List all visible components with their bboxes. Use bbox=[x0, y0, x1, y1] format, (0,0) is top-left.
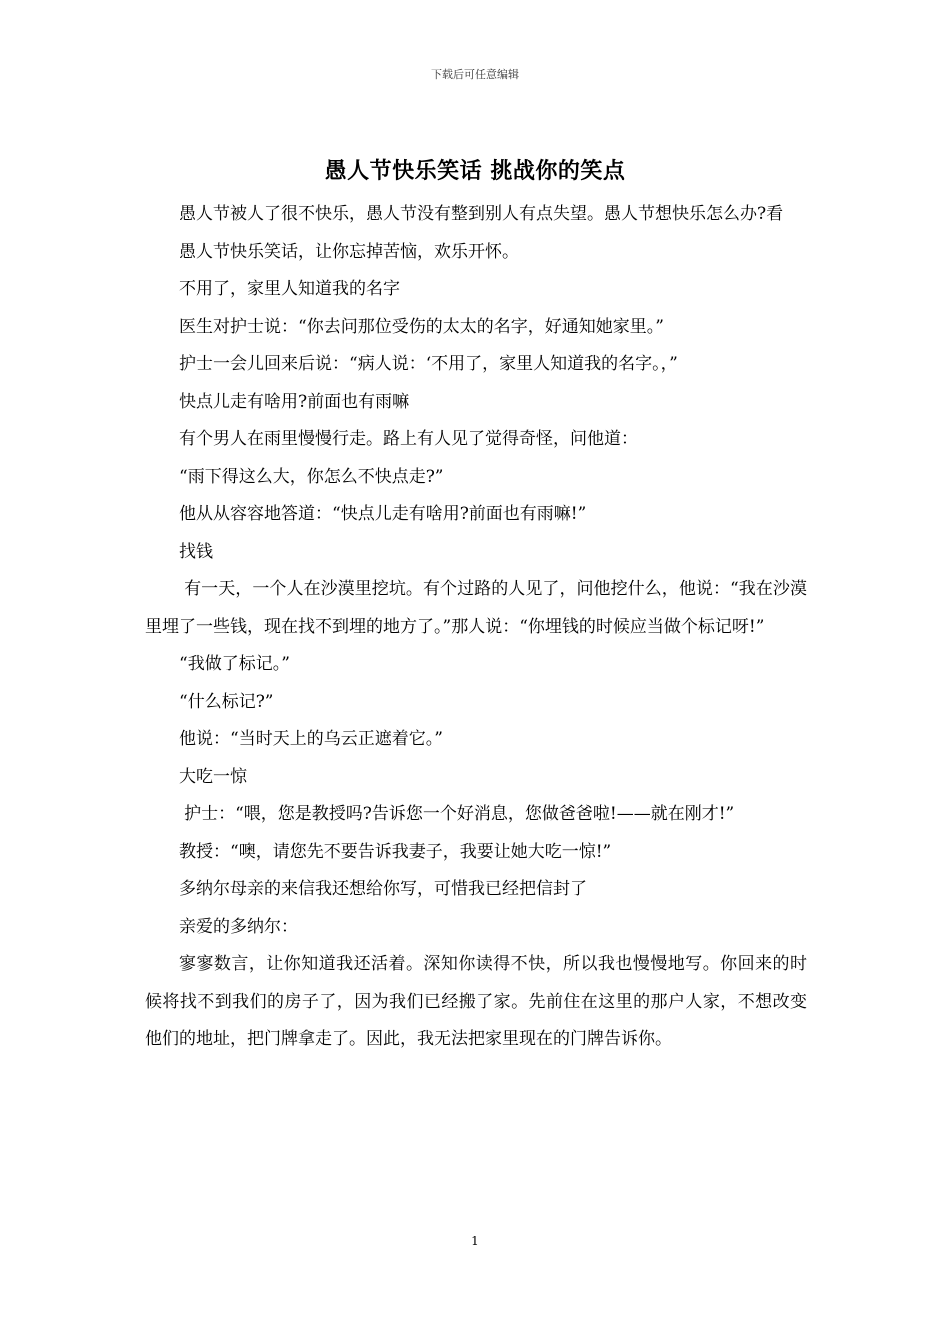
document-body bbox=[145, 196, 807, 1059]
document-title: 愚人节快乐笑话 挑战你的笑点 bbox=[324, 158, 626, 184]
paragraph: 医生对护士说：“你去问那位受伤的太太的名字，好通知她家里。” bbox=[179, 316, 664, 337]
paragraph: “什么标记?” bbox=[179, 691, 274, 712]
paragraph: 寥寥数言，让你知道我还活着。深知你读得不快，所以我也慢慢地写。你回来的时候将找不到我们的房子了，因为我们已经搬了家。先前住在这里的那户人家，不想改变他们的地址，把门牌拿走了。因此，我无法把家里现在的门牌告诉你。 bbox=[145, 954, 807, 1049]
paragraph: “我做了标记。” bbox=[179, 654, 290, 674]
paragraph: 愚人节被人了很不快乐，愚人节没有整到别人有点失望。愚人节想快乐怎么办?看 bbox=[179, 204, 784, 224]
paragraph: 不用了，家里人知道我的名字 bbox=[179, 279, 400, 299]
paragraph: 护士一会儿回来后说：“病人说：‘不用了，家里人知道我的名字。，” bbox=[179, 354, 678, 374]
paragraph: 他说：“当时天上的乌云正遮着它。” bbox=[179, 729, 443, 749]
header-note: 下载后可任意编辑 bbox=[431, 68, 519, 81]
paragraph: 他从从容容地答道：“快点儿走有啥用?前面也有雨嘛!” bbox=[179, 504, 587, 524]
paragraph: “雨下得这么大，你怎么不快点走?” bbox=[179, 466, 444, 487]
paragraph: 愚人节快乐笑话，让你忘掉苦恼，欢乐开怀。 bbox=[179, 241, 519, 262]
paragraph: 教授：“噢，请您先不要告诉我妻子，我要让她大吃一惊!” bbox=[179, 841, 612, 862]
section-heading: 大吃一惊 bbox=[179, 766, 247, 787]
section-heading: 找钱 bbox=[179, 541, 213, 562]
paragraph: 快点儿走有啥用?前面也有雨嘛 bbox=[179, 391, 410, 412]
paragraph: 有个男人在雨里慢慢行走。路上有人见了觉得奇怪，问他道： bbox=[179, 429, 638, 449]
paragraph: 有一天，一个人在沙漠里挖坑。有个过路的人见了，问他挖什么，他说：“我在沙漠里埋了一些钱，现在找不到埋的地方了。”那人说：“你埋钱的时候应当做个标记呀!” bbox=[145, 579, 807, 637]
paragraph: 护士：“喂，您是教授吗?告诉您一个好消息，您做爸爸啦!——就在刚才!” bbox=[184, 804, 735, 824]
paragraph: 亲爱的多纳尔： bbox=[179, 916, 298, 937]
section-heading: 多纳尔母亲的来信我还想给你写，可惜我已经把信封了 bbox=[179, 879, 587, 899]
page-number: 1 bbox=[471, 1234, 479, 1248]
